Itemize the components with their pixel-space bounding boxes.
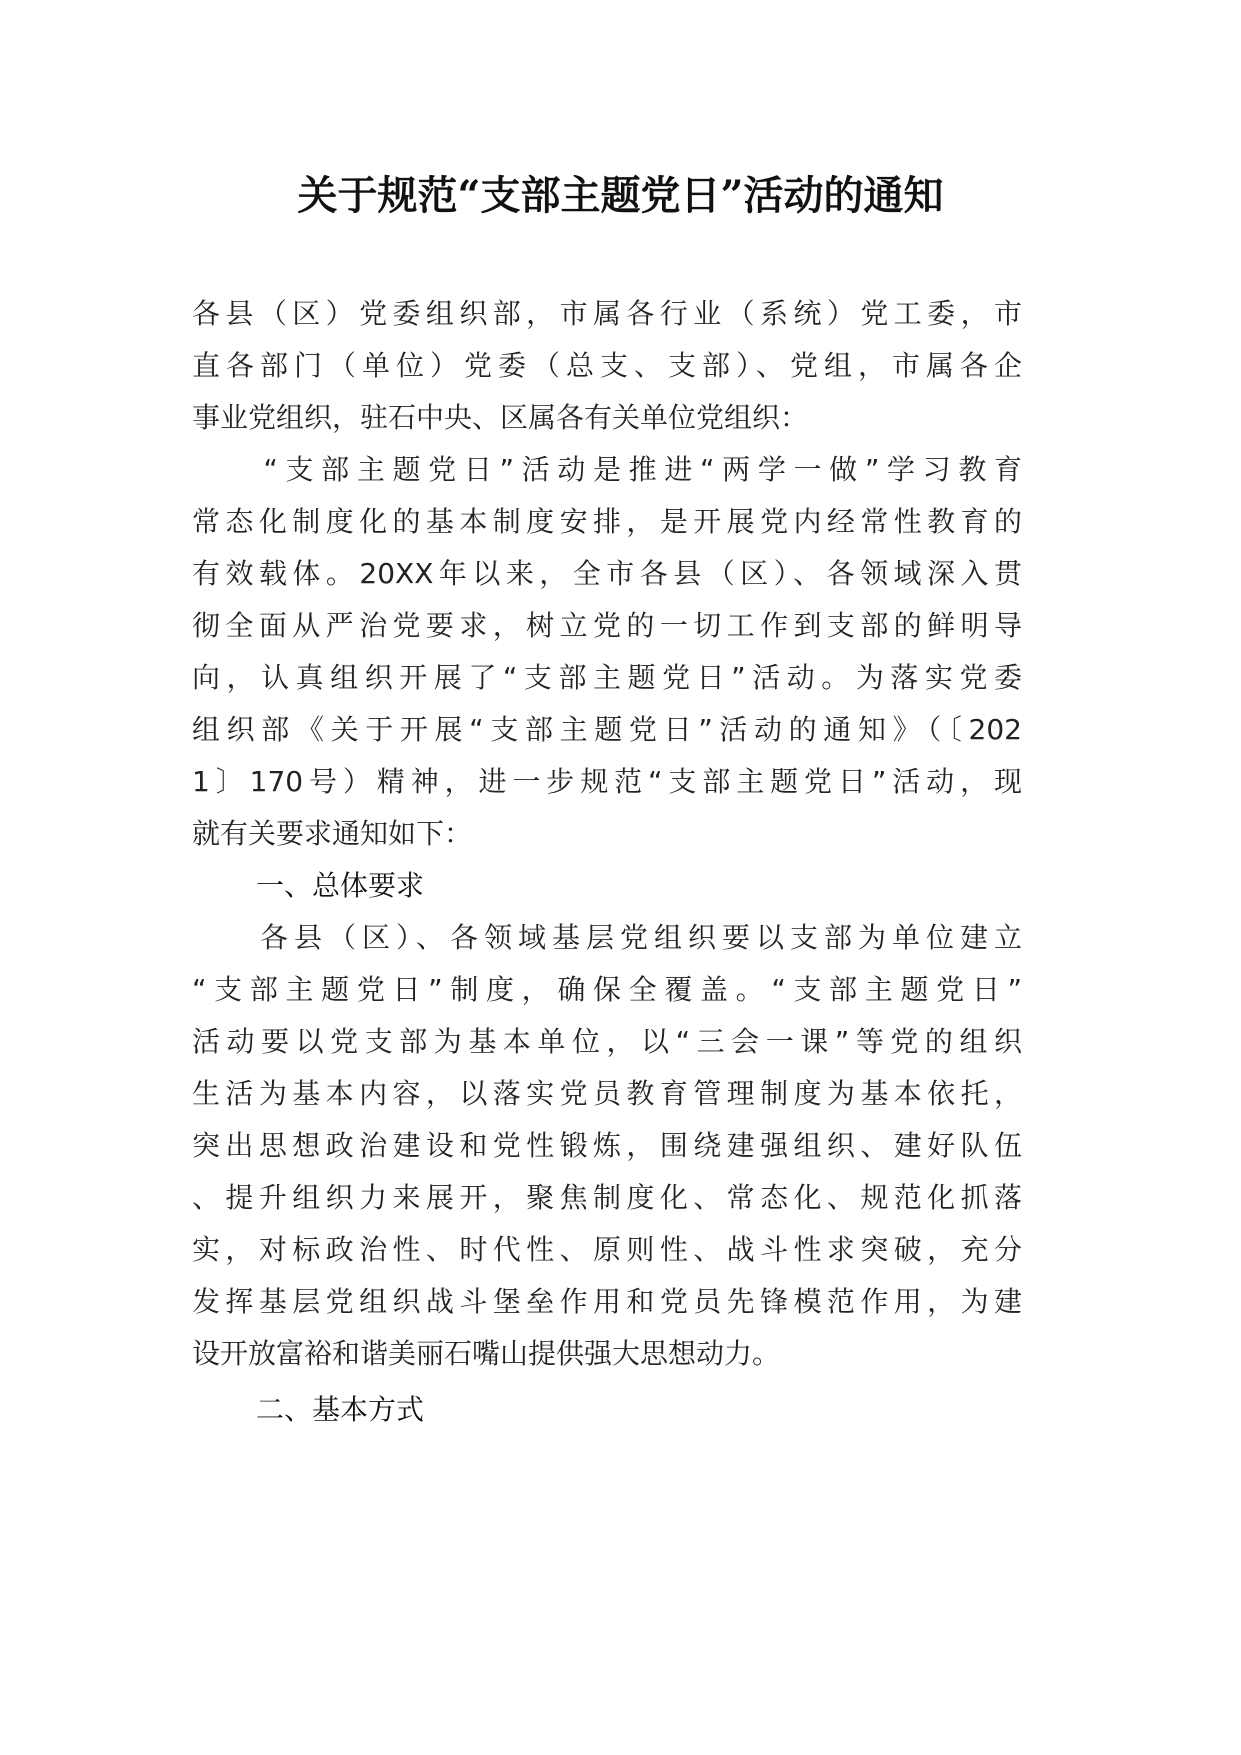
body-line: 事业党组织，驻石中央、区属各有关单位党组织： (192, 401, 809, 434)
body-line: 就有关要求通知如下： (192, 817, 473, 850)
body-line: 、提升组织力来展开，聚焦制度化、常态化、规范化抓落 (192, 1181, 1022, 1214)
section-heading: 一、总体要求 (256, 869, 425, 902)
body-line: 向，认真组织开展了“支部主题党日”活动。为落实党委 (192, 661, 1022, 694)
body-line: 各县（区）党委组织部，市属各行业（系统）党工委，市 (192, 297, 1022, 330)
body-line: 直各部门（单位）党委（总支、支部）、党组，市属各企 (192, 349, 1022, 382)
body-line: “支部主题党日”制度，确保全覆盖。“支部主题党日” (192, 973, 1022, 1006)
body-line: 设开放富裕和谐美丽石嘴山提供强大思想动力。 (192, 1337, 781, 1370)
body-line: 活动要以党支部为基本单位，以“三会一课”等党的组织 (192, 1025, 1022, 1058)
body-line: 发挥基层党组织战斗堡垒作用和党员先锋模范作用，为建 (192, 1285, 1022, 1318)
body-line: 彻全面从严治党要求，树立党的一切工作到支部的鲜明导 (192, 609, 1022, 642)
body-line: 各县（区）、各领域基层党组织要以支部为单位建立 (192, 921, 1022, 954)
body-line: 常态化制度化的基本制度安排，是开展党内经常性教育的 (192, 505, 1022, 538)
body-line: 有效载体。20XX年以来，全市各县（区）、各领域深入贯 (192, 557, 1022, 590)
body-line: 组织部《关于开展“支部主题党日”活动的通知》（〔202 (192, 713, 1022, 746)
document-title: 关于规范“支部主题党日”活动的通知 (297, 172, 944, 219)
body-line: 突出思想政治建设和党性锻炼，围绕建强组织、建好队伍 (192, 1129, 1022, 1162)
body-line: 实，对标政治性、时代性、原则性、战斗性求突破，充分 (192, 1233, 1022, 1266)
body-line: 1〕170号）精神，进一步规范“支部主题党日”活动，现 (192, 765, 1022, 798)
section-heading: 二、基本方式 (256, 1393, 425, 1426)
body-line: 生活为基本内容，以落实党员教育管理制度为基本依托， (192, 1077, 1022, 1110)
body-line: “支部主题党日”活动是推进“两学一做”学习教育 (192, 453, 1022, 486)
